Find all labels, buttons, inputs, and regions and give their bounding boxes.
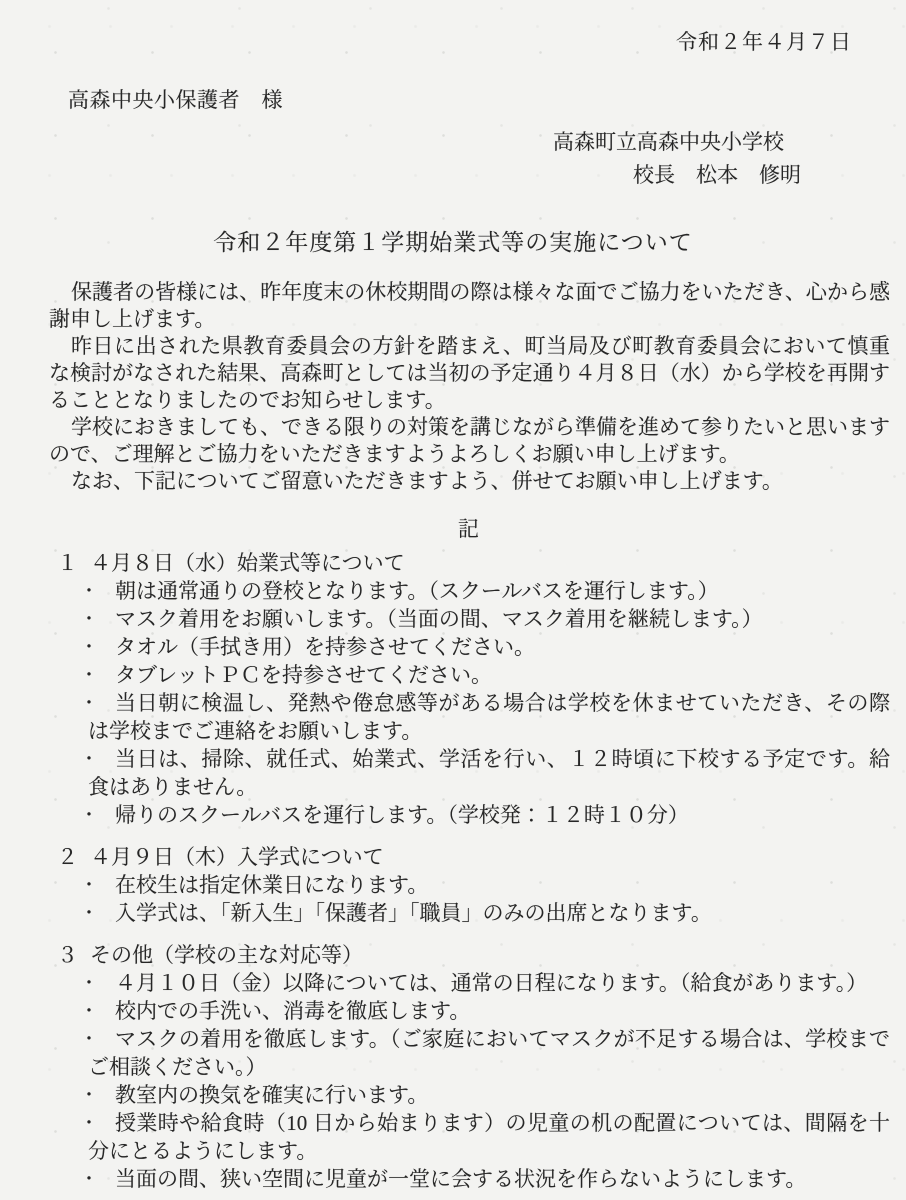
bullet-text: 当日は、掃除、就任式、始業式、学活を行い、１２時頃に下校する予定です。給食はありません。 — [88, 747, 890, 799]
bullet-icon: ・ — [80, 1085, 98, 1105]
body-paragraph-1: 保護者の皆様には、昨年度末の休校期間の際は様々な面でご協力をいただき、心から感謝申し上げます。 — [49, 280, 890, 331]
bullet-text: 当日朝に検温し、発熱や倦怠感等がある場合は学校を休ませていただき、その際は学校までご連絡をお願いします。 — [88, 691, 890, 743]
bullet-item — [80, 969, 890, 997]
bullet-item — [80, 1081, 890, 1109]
bullet-text: タオル（手拭き用）を持参させてください。 — [115, 635, 535, 659]
section-1-number: １ — [57, 551, 78, 575]
section-2-number: ２ — [57, 845, 78, 869]
sender-principal: 校長 松本 修明 — [633, 163, 801, 187]
section-3-items — [80, 969, 890, 1193]
section-2-heading-text: ４月９日（木）入学式について — [90, 845, 384, 869]
section-3-number: ３ — [57, 943, 78, 967]
section-1-items — [80, 577, 890, 829]
section-2-items — [80, 871, 890, 927]
bullet-icon: ・ — [80, 1169, 98, 1189]
body-paragraph-4: なお、下記についてご留意いただきますよう、併せてお願い申し上げます。 — [71, 469, 783, 493]
bullet-text: 校内での手洗い、消毒を徹底します。 — [115, 999, 471, 1023]
bullet-icon: ・ — [80, 749, 98, 769]
bullet-item — [80, 1165, 890, 1193]
body-paragraph-3: 学校におきましても、できる限りの対策を講じながら準備を進めて参りたいと思いますので、ご理解とご協力をいただきますようよろしくお願い申し上げます。 — [49, 415, 890, 466]
section-3 — [49, 941, 890, 1193]
section-1 — [49, 549, 890, 829]
bullet-icon: ・ — [80, 581, 98, 601]
bullet-text: 在校生は指定休業日になります。 — [115, 873, 429, 897]
bullet-item — [80, 745, 890, 801]
section-3-heading — [57, 941, 890, 969]
bullet-item — [80, 689, 890, 745]
bullet-item — [80, 899, 890, 927]
bullet-text: マスク着用をお願いします。（当面の間、マスク着用を継続します。） — [115, 607, 763, 631]
bullet-item — [80, 577, 890, 605]
bullet-text: 教室内の換気を確実に行います。 — [115, 1083, 429, 1107]
bullet-icon: ・ — [80, 1113, 98, 1133]
bullet-icon: ・ — [80, 875, 98, 895]
bullet-item — [80, 605, 890, 633]
bullet-icon: ・ — [80, 805, 98, 825]
bullet-icon: ・ — [80, 1029, 98, 1049]
bullet-text: 朝は通常通りの登校となります。（スクールバスを運行します。） — [115, 579, 719, 603]
sender-block — [553, 129, 801, 189]
bullet-icon: ・ — [80, 903, 98, 923]
section-3-heading-text: その他（学校の主な対応等） — [90, 943, 363, 967]
bullet-item — [80, 1109, 890, 1165]
document-title: 令和２年度第１学期始業式等の実施について — [213, 230, 693, 255]
bullet-icon: ・ — [80, 973, 98, 993]
bullet-text: 入学式は、「新入生」「保護者」「職員」のみの出席となります。 — [115, 901, 712, 925]
bullet-text: マスクの着用を徹底します。（ご家庭においてマスクが不足する場合は、学校までご相談ください。） — [88, 1027, 890, 1079]
bullet-icon: ・ — [80, 1001, 98, 1021]
record-marker: 記 — [458, 517, 481, 541]
bullet-item — [80, 801, 890, 829]
bullet-item — [80, 871, 890, 899]
bullet-text: 帰りのスクールバスを運行します。（学校発：１２時１０分） — [115, 803, 689, 827]
bullet-item — [80, 997, 890, 1025]
bullet-text: 当面の間、狭い空間に児童が一堂に会する状況を作らないようにします。 — [115, 1167, 807, 1191]
section-2-heading — [57, 843, 890, 871]
bullet-icon: ・ — [80, 609, 98, 629]
section-2 — [49, 843, 890, 927]
bullet-text: タブレットＰＣを持参させてください。 — [115, 663, 492, 687]
letter-body — [49, 279, 890, 1193]
section-1-heading — [57, 549, 890, 577]
bullet-item — [80, 1025, 890, 1081]
section-1-heading-text: ４月８日（水）始業式等について — [90, 551, 405, 575]
bullet-text: ４月１０日（金）以降については、通常の日程になります。（給食があります。） — [115, 971, 868, 995]
document-date: 令和２年４月７日 — [676, 30, 852, 54]
bullet-item — [80, 633, 890, 661]
addressee-line: 高森中央小保護者 様 — [68, 88, 283, 112]
bullet-icon: ・ — [80, 665, 98, 685]
bullet-icon: ・ — [80, 693, 98, 713]
bullet-text: 授業時や給食時（10 日から始まります）の児童の机の配置については、間隔を十分にとるようにします。 — [88, 1111, 890, 1163]
bullet-icon: ・ — [80, 637, 98, 657]
sender-organization: 高森町立高森中央小学校 — [553, 130, 784, 154]
bullet-item — [80, 661, 890, 689]
body-paragraph-2: 昨日に出された県教育委員会の方針を踏まえ、町当局及び町教育委員会において慎重な検討がなされた結果、高森町としては当初の予定通り４月８日（水）から学校を再開することとなりましたのでお知らせします。 — [49, 334, 890, 412]
